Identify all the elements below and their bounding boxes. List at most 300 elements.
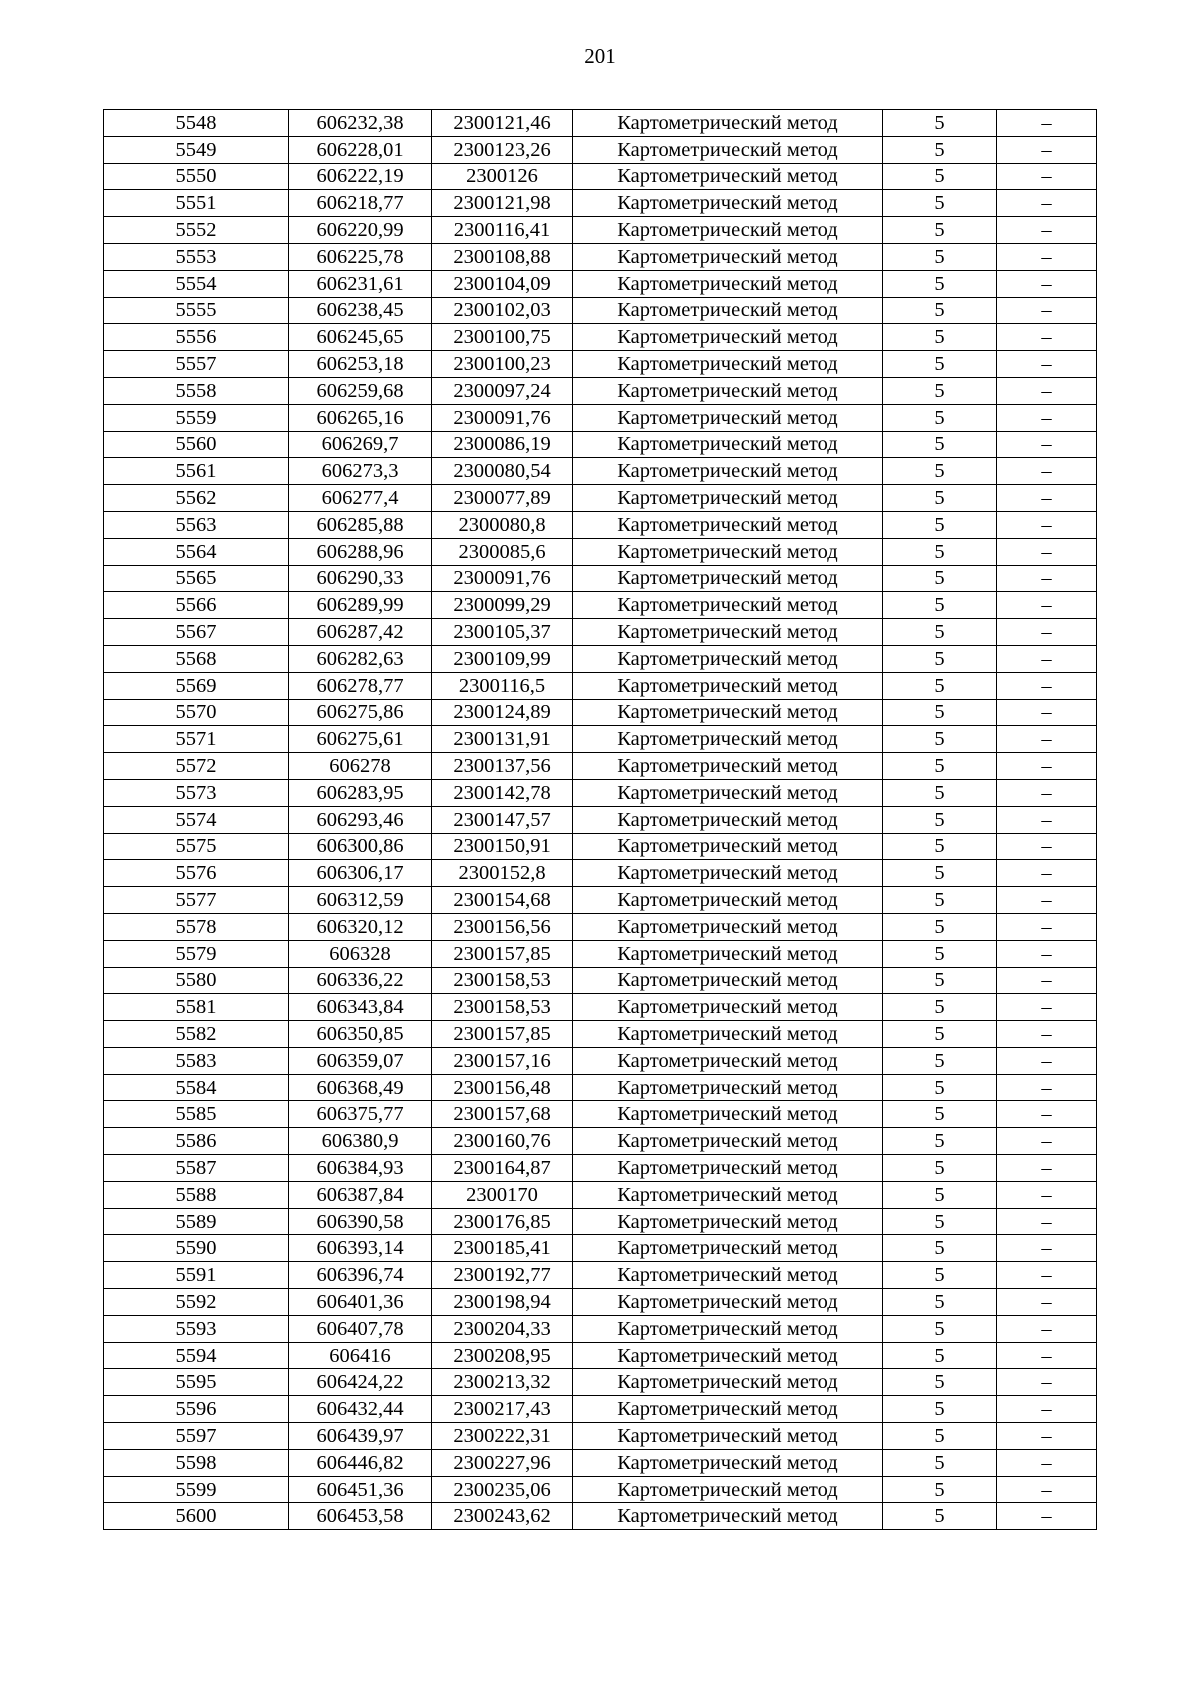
- x-coordinate-cell: 606283,95: [289, 779, 432, 806]
- point-number-cell: 5553: [104, 243, 289, 270]
- description-cell: –: [997, 1315, 1097, 1342]
- x-coordinate-cell: 606220,99: [289, 217, 432, 244]
- y-coordinate-cell: 2300158,53: [432, 994, 573, 1021]
- point-number-cell: 5562: [104, 485, 289, 512]
- y-coordinate-cell: 2300208,95: [432, 1342, 573, 1369]
- y-coordinate-cell: 2300185,41: [432, 1235, 573, 1262]
- y-coordinate-cell: 2300235,06: [432, 1476, 573, 1503]
- x-coordinate-cell: 606453,58: [289, 1503, 432, 1530]
- accuracy-cell: 5: [883, 485, 997, 512]
- table-row: [104, 779, 1097, 806]
- table-row: [104, 297, 1097, 324]
- accuracy-cell: 5: [883, 243, 997, 270]
- method-cell: Картометрический метод: [573, 297, 883, 324]
- y-coordinate-cell: 2300102,03: [432, 297, 573, 324]
- method-cell: Картометрический метод: [573, 1235, 883, 1262]
- table-row: [104, 1021, 1097, 1048]
- description-cell: –: [997, 913, 1097, 940]
- point-number-cell: 5551: [104, 190, 289, 217]
- accuracy-cell: 5: [883, 1208, 997, 1235]
- accuracy-cell: 5: [883, 1155, 997, 1182]
- description-cell: –: [997, 1101, 1097, 1128]
- point-number-cell: 5595: [104, 1369, 289, 1396]
- y-coordinate-cell: 2300150,91: [432, 833, 573, 860]
- x-coordinate-cell: 606275,61: [289, 726, 432, 753]
- x-coordinate-cell: 606288,96: [289, 538, 432, 565]
- accuracy-cell: 5: [883, 967, 997, 994]
- method-cell: Картометрический метод: [573, 726, 883, 753]
- y-coordinate-cell: 2300121,46: [432, 110, 573, 137]
- y-coordinate-cell: 2300204,33: [432, 1315, 573, 1342]
- x-coordinate-cell: 606238,45: [289, 297, 432, 324]
- accuracy-cell: 5: [883, 779, 997, 806]
- point-number-cell: 5578: [104, 913, 289, 940]
- method-cell: Картометрический метод: [573, 1047, 883, 1074]
- point-number-cell: 5558: [104, 377, 289, 404]
- x-coordinate-cell: 606439,97: [289, 1423, 432, 1450]
- table-row: [104, 1181, 1097, 1208]
- point-number-cell: 5550: [104, 163, 289, 190]
- method-cell: Картометрический метод: [573, 163, 883, 190]
- point-number-cell: 5572: [104, 753, 289, 780]
- description-cell: –: [997, 1396, 1097, 1423]
- x-coordinate-cell: 606320,12: [289, 913, 432, 940]
- description-cell: –: [997, 726, 1097, 753]
- accuracy-cell: 5: [883, 163, 997, 190]
- point-number-cell: 5554: [104, 270, 289, 297]
- description-cell: –: [997, 1342, 1097, 1369]
- x-coordinate-cell: 606393,14: [289, 1235, 432, 1262]
- x-coordinate-cell: 606265,16: [289, 404, 432, 431]
- coordinates-table: [103, 109, 1097, 1530]
- y-coordinate-cell: 2300192,77: [432, 1262, 573, 1289]
- accuracy-cell: 5: [883, 645, 997, 672]
- table-row: [104, 1074, 1097, 1101]
- x-coordinate-cell: 606401,36: [289, 1289, 432, 1316]
- table-row: [104, 565, 1097, 592]
- accuracy-cell: 5: [883, 324, 997, 351]
- accuracy-cell: 5: [883, 136, 997, 163]
- table-row: [104, 833, 1097, 860]
- x-coordinate-cell: 606269,7: [289, 431, 432, 458]
- table-row: [104, 1476, 1097, 1503]
- x-coordinate-cell: 606350,85: [289, 1021, 432, 1048]
- method-cell: Картометрический метод: [573, 994, 883, 1021]
- table-row: [104, 1449, 1097, 1476]
- accuracy-cell: 5: [883, 1047, 997, 1074]
- method-cell: Картометрический метод: [573, 351, 883, 378]
- method-cell: Картометрический метод: [573, 887, 883, 914]
- description-cell: –: [997, 270, 1097, 297]
- table-row: [104, 270, 1097, 297]
- method-cell: Картометрический метод: [573, 1021, 883, 1048]
- point-number-cell: 5570: [104, 699, 289, 726]
- accuracy-cell: 5: [883, 699, 997, 726]
- table-row: [104, 431, 1097, 458]
- table-row: [104, 1289, 1097, 1316]
- point-number-cell: 5584: [104, 1074, 289, 1101]
- point-number-cell: 5552: [104, 217, 289, 244]
- accuracy-cell: 5: [883, 753, 997, 780]
- y-coordinate-cell: 2300142,78: [432, 779, 573, 806]
- x-coordinate-cell: 606278,77: [289, 672, 432, 699]
- point-number-cell: 5549: [104, 136, 289, 163]
- y-coordinate-cell: 2300116,5: [432, 672, 573, 699]
- description-cell: –: [997, 217, 1097, 244]
- x-coordinate-cell: 606336,22: [289, 967, 432, 994]
- method-cell: Картометрический метод: [573, 458, 883, 485]
- point-number-cell: 5555: [104, 297, 289, 324]
- description-cell: –: [997, 1155, 1097, 1182]
- y-coordinate-cell: 2300099,29: [432, 592, 573, 619]
- point-number-cell: 5587: [104, 1155, 289, 1182]
- point-number-cell: 5548: [104, 110, 289, 137]
- x-coordinate-cell: 606300,86: [289, 833, 432, 860]
- y-coordinate-cell: 2300131,91: [432, 726, 573, 753]
- point-number-cell: 5585: [104, 1101, 289, 1128]
- y-coordinate-cell: 2300100,23: [432, 351, 573, 378]
- table-row: [104, 324, 1097, 351]
- table-row: [104, 1423, 1097, 1450]
- table-row: [104, 940, 1097, 967]
- accuracy-cell: 5: [883, 1101, 997, 1128]
- point-number-cell: 5565: [104, 565, 289, 592]
- page-number: 201: [584, 44, 616, 68]
- y-coordinate-cell: 2300170: [432, 1181, 573, 1208]
- x-coordinate-cell: 606275,86: [289, 699, 432, 726]
- description-cell: –: [997, 619, 1097, 646]
- description-cell: –: [997, 1289, 1097, 1316]
- description-cell: –: [997, 592, 1097, 619]
- point-number-cell: 5599: [104, 1476, 289, 1503]
- point-number-cell: 5588: [104, 1181, 289, 1208]
- method-cell: Картометрический метод: [573, 940, 883, 967]
- y-coordinate-cell: 2300213,32: [432, 1369, 573, 1396]
- accuracy-cell: 5: [883, 190, 997, 217]
- description-cell: –: [997, 1074, 1097, 1101]
- table-row: [104, 377, 1097, 404]
- description-cell: –: [997, 458, 1097, 485]
- table-row: [104, 351, 1097, 378]
- point-number-cell: 5590: [104, 1235, 289, 1262]
- y-coordinate-cell: 2300158,53: [432, 967, 573, 994]
- x-coordinate-cell: 606343,84: [289, 994, 432, 1021]
- x-coordinate-cell: 606273,3: [289, 458, 432, 485]
- table-row: [104, 1503, 1097, 1530]
- table-row: [104, 1235, 1097, 1262]
- method-cell: Картометрический метод: [573, 431, 883, 458]
- table-row: [104, 136, 1097, 163]
- y-coordinate-cell: 2300217,43: [432, 1396, 573, 1423]
- accuracy-cell: 5: [883, 1476, 997, 1503]
- y-coordinate-cell: 2300091,76: [432, 404, 573, 431]
- table-row: [104, 243, 1097, 270]
- description-cell: –: [997, 860, 1097, 887]
- accuracy-cell: 5: [883, 1342, 997, 1369]
- x-coordinate-cell: 606245,65: [289, 324, 432, 351]
- accuracy-cell: 5: [883, 860, 997, 887]
- y-coordinate-cell: 2300121,98: [432, 190, 573, 217]
- table-row: [104, 619, 1097, 646]
- description-cell: –: [997, 1449, 1097, 1476]
- description-cell: –: [997, 404, 1097, 431]
- x-coordinate-cell: 606287,42: [289, 619, 432, 646]
- x-coordinate-cell: 606285,88: [289, 511, 432, 538]
- accuracy-cell: 5: [883, 1289, 997, 1316]
- x-coordinate-cell: 606380,9: [289, 1128, 432, 1155]
- table-row: [104, 887, 1097, 914]
- y-coordinate-cell: 2300222,31: [432, 1423, 573, 1450]
- y-coordinate-cell: 2300123,26: [432, 136, 573, 163]
- y-coordinate-cell: 2300105,37: [432, 619, 573, 646]
- x-coordinate-cell: 606306,17: [289, 860, 432, 887]
- description-cell: –: [997, 1181, 1097, 1208]
- point-number-cell: 5569: [104, 672, 289, 699]
- description-cell: –: [997, 538, 1097, 565]
- x-coordinate-cell: 606387,84: [289, 1181, 432, 1208]
- description-cell: –: [997, 243, 1097, 270]
- accuracy-cell: 5: [883, 377, 997, 404]
- description-cell: –: [997, 1128, 1097, 1155]
- point-number-cell: 5559: [104, 404, 289, 431]
- y-coordinate-cell: 2300157,85: [432, 1021, 573, 1048]
- table-row: [104, 806, 1097, 833]
- x-coordinate-cell: 606232,38: [289, 110, 432, 137]
- point-number-cell: 5591: [104, 1262, 289, 1289]
- x-coordinate-cell: 606225,78: [289, 243, 432, 270]
- x-coordinate-cell: 606222,19: [289, 163, 432, 190]
- table-row: [104, 672, 1097, 699]
- y-coordinate-cell: 2300243,62: [432, 1503, 573, 1530]
- method-cell: Картометрический метод: [573, 592, 883, 619]
- description-cell: –: [997, 940, 1097, 967]
- accuracy-cell: 5: [883, 431, 997, 458]
- description-cell: –: [997, 994, 1097, 1021]
- description-cell: –: [997, 806, 1097, 833]
- accuracy-cell: 5: [883, 270, 997, 297]
- description-cell: –: [997, 887, 1097, 914]
- accuracy-cell: 5: [883, 565, 997, 592]
- method-cell: Картометрический метод: [573, 1155, 883, 1182]
- table-row: [104, 592, 1097, 619]
- accuracy-cell: 5: [883, 913, 997, 940]
- description-cell: –: [997, 1047, 1097, 1074]
- point-number-cell: 5557: [104, 351, 289, 378]
- table-row: [104, 404, 1097, 431]
- point-number-cell: 5593: [104, 1315, 289, 1342]
- description-cell: –: [997, 110, 1097, 137]
- point-number-cell: 5592: [104, 1289, 289, 1316]
- table-row: [104, 753, 1097, 780]
- y-coordinate-cell: 2300157,68: [432, 1101, 573, 1128]
- x-coordinate-cell: 606228,01: [289, 136, 432, 163]
- description-cell: –: [997, 672, 1097, 699]
- table-row: [104, 645, 1097, 672]
- method-cell: Картометрический метод: [573, 485, 883, 512]
- method-cell: Картометрический метод: [573, 217, 883, 244]
- x-coordinate-cell: 606293,46: [289, 806, 432, 833]
- table-row: [104, 913, 1097, 940]
- method-cell: Картометрический метод: [573, 1128, 883, 1155]
- point-number-cell: 5556: [104, 324, 289, 351]
- y-coordinate-cell: 2300080,8: [432, 511, 573, 538]
- y-coordinate-cell: 2300124,89: [432, 699, 573, 726]
- point-number-cell: 5589: [104, 1208, 289, 1235]
- description-cell: –: [997, 833, 1097, 860]
- y-coordinate-cell: 2300147,57: [432, 806, 573, 833]
- y-coordinate-cell: 2300156,56: [432, 913, 573, 940]
- y-coordinate-cell: 2300080,54: [432, 458, 573, 485]
- y-coordinate-cell: 2300100,75: [432, 324, 573, 351]
- point-number-cell: 5598: [104, 1449, 289, 1476]
- method-cell: Картометрический метод: [573, 779, 883, 806]
- accuracy-cell: 5: [883, 511, 997, 538]
- accuracy-cell: 5: [883, 1449, 997, 1476]
- point-number-cell: 5567: [104, 619, 289, 646]
- accuracy-cell: 5: [883, 940, 997, 967]
- method-cell: Картометрический метод: [573, 538, 883, 565]
- description-cell: –: [997, 967, 1097, 994]
- method-cell: Картометрический метод: [573, 1476, 883, 1503]
- point-number-cell: 5600: [104, 1503, 289, 1530]
- x-coordinate-cell: 606432,44: [289, 1396, 432, 1423]
- accuracy-cell: 5: [883, 672, 997, 699]
- y-coordinate-cell: 2300156,48: [432, 1074, 573, 1101]
- table-row: [104, 485, 1097, 512]
- description-cell: –: [997, 324, 1097, 351]
- description-cell: –: [997, 1369, 1097, 1396]
- method-cell: Картометрический метод: [573, 1315, 883, 1342]
- coordinates-table-body: [104, 110, 1097, 1530]
- method-cell: Картометрический метод: [573, 270, 883, 297]
- accuracy-cell: 5: [883, 1423, 997, 1450]
- method-cell: Картометрический метод: [573, 699, 883, 726]
- accuracy-cell: 5: [883, 726, 997, 753]
- table-row: [104, 458, 1097, 485]
- y-coordinate-cell: 2300160,76: [432, 1128, 573, 1155]
- table-row: [104, 726, 1097, 753]
- method-cell: Картометрический метод: [573, 1342, 883, 1369]
- point-number-cell: 5597: [104, 1423, 289, 1450]
- point-number-cell: 5574: [104, 806, 289, 833]
- description-cell: –: [997, 699, 1097, 726]
- x-coordinate-cell: 606259,68: [289, 377, 432, 404]
- accuracy-cell: 5: [883, 1396, 997, 1423]
- method-cell: Картометрический метод: [573, 672, 883, 699]
- description-cell: –: [997, 1235, 1097, 1262]
- method-cell: Картометрический метод: [573, 806, 883, 833]
- point-number-cell: 5582: [104, 1021, 289, 1048]
- point-number-cell: 5561: [104, 458, 289, 485]
- method-cell: Картометрический метод: [573, 1449, 883, 1476]
- accuracy-cell: 5: [883, 806, 997, 833]
- y-coordinate-cell: 2300157,16: [432, 1047, 573, 1074]
- table-row: [104, 1101, 1097, 1128]
- accuracy-cell: 5: [883, 592, 997, 619]
- method-cell: Картометрический метод: [573, 967, 883, 994]
- description-cell: –: [997, 377, 1097, 404]
- table-row: [104, 1369, 1097, 1396]
- y-coordinate-cell: 2300137,56: [432, 753, 573, 780]
- method-cell: Картометрический метод: [573, 1181, 883, 1208]
- accuracy-cell: 5: [883, 1074, 997, 1101]
- x-coordinate-cell: 606359,07: [289, 1047, 432, 1074]
- x-coordinate-cell: 606278: [289, 753, 432, 780]
- table-row: [104, 967, 1097, 994]
- method-cell: Картометрический метод: [573, 1074, 883, 1101]
- description-cell: –: [997, 645, 1097, 672]
- y-coordinate-cell: 2300198,94: [432, 1289, 573, 1316]
- point-number-cell: 5573: [104, 779, 289, 806]
- y-coordinate-cell: 2300104,09: [432, 270, 573, 297]
- accuracy-cell: 5: [883, 351, 997, 378]
- y-coordinate-cell: 2300176,85: [432, 1208, 573, 1235]
- accuracy-cell: 5: [883, 1181, 997, 1208]
- point-number-cell: 5577: [104, 887, 289, 914]
- description-cell: –: [997, 1262, 1097, 1289]
- method-cell: Картометрический метод: [573, 324, 883, 351]
- description-cell: –: [997, 753, 1097, 780]
- method-cell: Картометрический метод: [573, 136, 883, 163]
- description-cell: –: [997, 779, 1097, 806]
- accuracy-cell: 5: [883, 1315, 997, 1342]
- accuracy-cell: 5: [883, 833, 997, 860]
- accuracy-cell: 5: [883, 1262, 997, 1289]
- method-cell: Картометрический метод: [573, 1369, 883, 1396]
- table-row: [104, 1155, 1097, 1182]
- method-cell: Картометрический метод: [573, 645, 883, 672]
- point-number-cell: 5560: [104, 431, 289, 458]
- table-row: [104, 110, 1097, 137]
- table-row: [104, 217, 1097, 244]
- accuracy-cell: 5: [883, 1021, 997, 1048]
- table-row: [104, 190, 1097, 217]
- point-number-cell: 5576: [104, 860, 289, 887]
- x-coordinate-cell: 606328: [289, 940, 432, 967]
- accuracy-cell: 5: [883, 1503, 997, 1530]
- accuracy-cell: 5: [883, 619, 997, 646]
- table-row: [104, 860, 1097, 887]
- x-coordinate-cell: 606407,78: [289, 1315, 432, 1342]
- method-cell: Картометрический метод: [573, 1289, 883, 1316]
- point-number-cell: 5564: [104, 538, 289, 565]
- method-cell: Картометрический метод: [573, 110, 883, 137]
- y-coordinate-cell: 2300109,99: [432, 645, 573, 672]
- table-row: [104, 699, 1097, 726]
- method-cell: Картометрический метод: [573, 404, 883, 431]
- x-coordinate-cell: 606375,77: [289, 1101, 432, 1128]
- point-number-cell: 5594: [104, 1342, 289, 1369]
- x-coordinate-cell: 606424,22: [289, 1369, 432, 1396]
- x-coordinate-cell: 606384,93: [289, 1155, 432, 1182]
- description-cell: –: [997, 190, 1097, 217]
- description-cell: –: [997, 1021, 1097, 1048]
- method-cell: Картометрический метод: [573, 833, 883, 860]
- method-cell: Картометрический метод: [573, 243, 883, 270]
- method-cell: Картометрический метод: [573, 753, 883, 780]
- table-row: [104, 1262, 1097, 1289]
- y-coordinate-cell: 2300116,41: [432, 217, 573, 244]
- y-coordinate-cell: 2300154,68: [432, 887, 573, 914]
- table-row: [104, 1208, 1097, 1235]
- accuracy-cell: 5: [883, 538, 997, 565]
- method-cell: Картометрический метод: [573, 1503, 883, 1530]
- method-cell: Картометрический метод: [573, 190, 883, 217]
- x-coordinate-cell: 606289,99: [289, 592, 432, 619]
- accuracy-cell: 5: [883, 994, 997, 1021]
- point-number-cell: 5575: [104, 833, 289, 860]
- description-cell: –: [997, 565, 1097, 592]
